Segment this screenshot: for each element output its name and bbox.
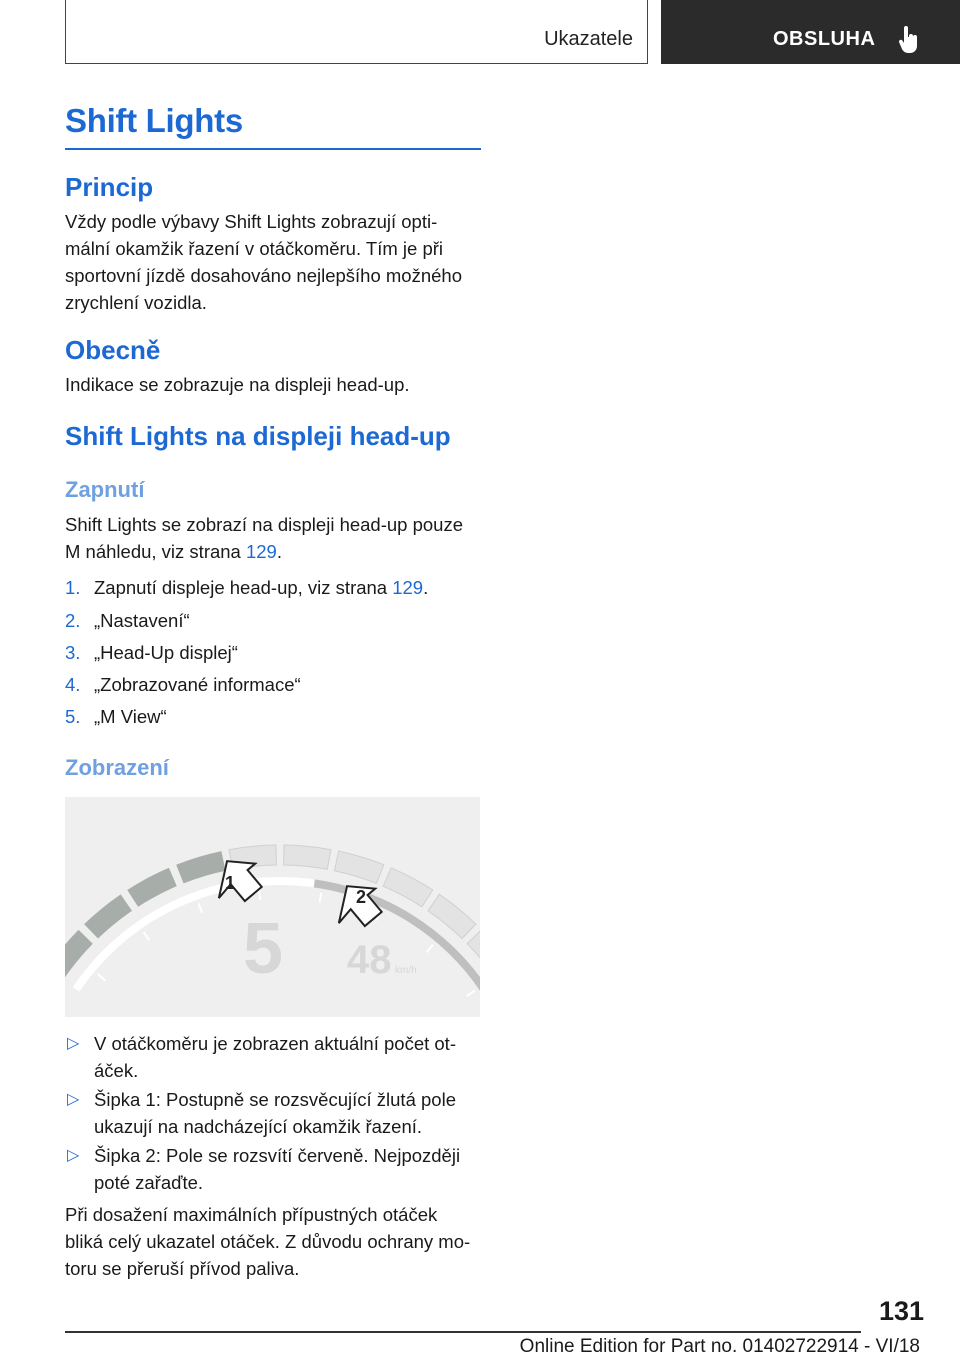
principle-heading: Princip	[65, 172, 154, 202]
shift-lights-illustration	[65, 797, 480, 1017]
section-tab[interactable]	[65, 0, 648, 64]
principle-text	[65, 208, 481, 316]
shift-light-segment	[284, 845, 331, 869]
footer-rule	[65, 1331, 861, 1333]
activation-line-end: .	[276, 541, 282, 562]
step-label: Zapnutí displeje head-up, viz strana	[94, 577, 393, 598]
step-end: .	[423, 577, 429, 598]
shift-light-segment	[127, 868, 177, 907]
bullet-marker: ▷	[67, 1091, 80, 1108]
bullet-line: poté zařaďte.	[94, 1172, 204, 1193]
speed-unit: km/h	[395, 965, 417, 976]
rpm-tick	[320, 893, 322, 903]
rpm-tick	[467, 990, 475, 996]
general-text: Indikace se zobrazuje na displeji head-up.	[65, 374, 410, 395]
rpm-tick	[199, 903, 202, 912]
speed-value: 48	[347, 938, 392, 982]
bullet-text	[94, 1142, 479, 1196]
callout-1-label: 1	[225, 873, 236, 893]
step-number: 1.	[65, 577, 81, 598]
step-label: „M View“	[94, 706, 167, 727]
page-link[interactable]: 129	[392, 577, 424, 598]
general-heading: Obecně	[65, 335, 161, 365]
closing-line: toru se přeruší přívod paliva.	[65, 1258, 300, 1279]
step-number: 5.	[65, 706, 81, 727]
rpm-tick	[259, 890, 260, 900]
rpm-tick	[143, 932, 149, 940]
shift-light-segment	[334, 851, 383, 883]
tachometer-graphic	[65, 797, 480, 1017]
step-label: „Zobrazované informace“	[94, 674, 301, 695]
closing-text	[65, 1201, 481, 1282]
activation-heading: Zapnutí	[65, 477, 145, 502]
page-number: 131	[878, 1296, 924, 1326]
shift-light-segment	[176, 851, 225, 883]
step-text	[94, 574, 428, 601]
shift-light-segment	[383, 868, 433, 907]
bullet-marker: ▷	[67, 1035, 80, 1052]
principle-line: mální okamžik řazení v otáčkoměru. Tím je při	[65, 238, 444, 259]
bullet-text	[94, 1030, 479, 1084]
activation-text	[65, 511, 481, 565]
closing-line: bliká celý ukazatel otáček. Z důvodu ochrany mo‐	[65, 1231, 471, 1252]
bullet-line: Šipka 2: Pole se rozsvítí červeně. Nejpozději	[94, 1145, 461, 1166]
rpm-tick	[427, 945, 433, 953]
page-link[interactable]: 129	[245, 541, 277, 562]
step-label: „Nastavení“	[94, 610, 190, 631]
callout-2-label: 2	[356, 887, 367, 907]
page-title: Shift Lights	[65, 102, 243, 139]
principle-line: zrychlení vozidla.	[65, 292, 207, 313]
title-rule	[65, 148, 481, 150]
section-tab-label: Ukazatele	[544, 28, 633, 50]
activation-line-text: M náhledu, viz strana	[65, 541, 246, 562]
step-number: 2.	[65, 610, 81, 631]
bullet-line: V otáčkoměru je zobrazen aktuální počet ot‐	[94, 1033, 456, 1054]
bullet-line: ukazují na nadcházející okamžik řazení.	[94, 1116, 423, 1137]
step-number: 3.	[65, 642, 81, 663]
principle-line: sportovní jízdě dosahováno nejlepšího možného	[65, 265, 462, 286]
hud-heading: Shift Lights na displeji head-up	[65, 421, 451, 451]
step-number: 4.	[65, 674, 81, 695]
rpm-tick	[98, 974, 106, 980]
edition-note: Online Edition for Part no. 01402722914 - VI/18	[519, 1336, 920, 1357]
principle-line: Vždy podle výbavy Shift Lights zobrazují opti‐	[65, 211, 438, 232]
hand-pointer-icon	[898, 26, 920, 54]
activation-line	[65, 538, 481, 565]
bullet-text	[94, 1086, 479, 1140]
bullet-marker: ▷	[67, 1147, 80, 1164]
bullet-line: Šipka 1: Postupně se rozsvěcující žlutá pole	[94, 1089, 456, 1110]
bullet-line: áček.	[94, 1060, 139, 1081]
step-label: „Head-Up displej“	[94, 642, 238, 663]
gear-indicator: 5	[243, 909, 284, 989]
activation-line: Shift Lights se zobrazí na displeji head-up pouze	[65, 514, 464, 535]
chapter-tab[interactable]	[661, 0, 960, 64]
chapter-tab-label: OBSLUHA	[773, 28, 876, 50]
closing-line: Při dosažení maximálních přípustných otáček	[65, 1204, 438, 1225]
display-heading: Zobrazení	[65, 755, 169, 780]
